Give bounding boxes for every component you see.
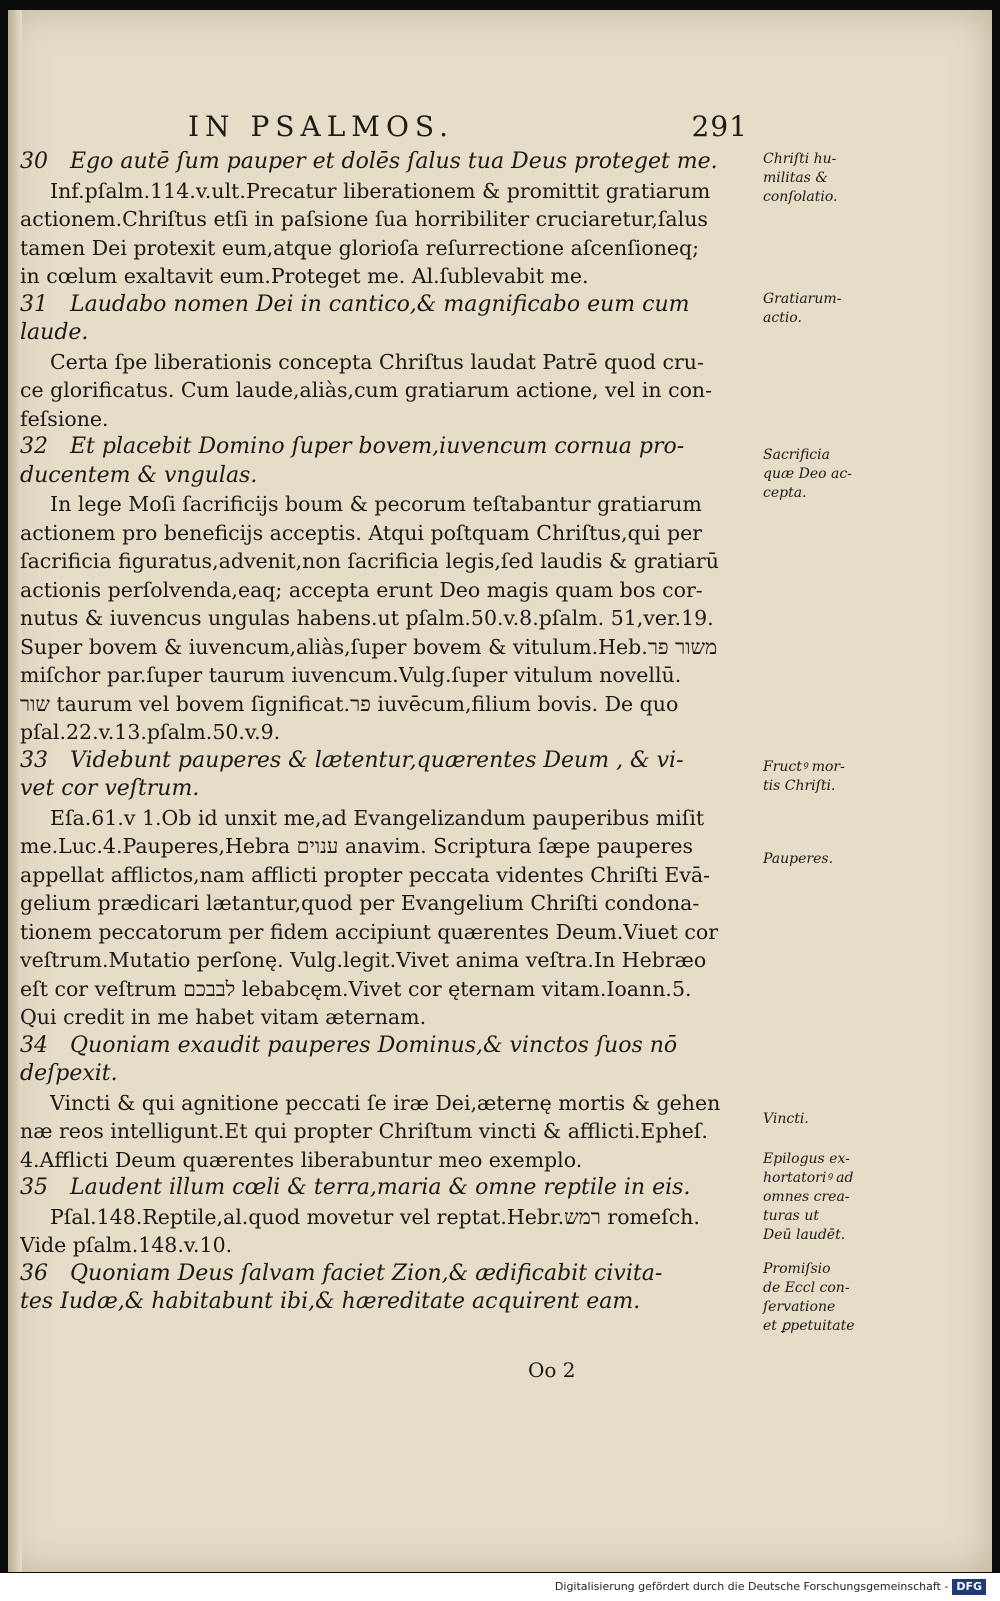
verse-number: 31 [20, 291, 48, 317]
verse-number: 35 [20, 1175, 48, 1200]
verse-text: Quoniam Deus ſalvam faciet Zion,& ædificabit civita- [70, 1260, 663, 1286]
digitization-footer [549, 1577, 992, 1597]
verse-text: Laudabo nomen Dei in cantico,& magnificabo eum cum [70, 291, 690, 317]
commentary-line: tionem peccatorum per fidem accipiunt quærentes Deum.Viuet cor [20, 919, 719, 944]
verse-number: 33 [20, 747, 48, 773]
margin-note: Pauperes. [763, 851, 834, 867]
verse-line [20, 1260, 750, 1289]
verse-line-continued: vet cor veſtrum. [20, 776, 200, 801]
commentary-line: in cœlum exaltavit eum.Proteget me. Al.ſublevabit me. [20, 264, 589, 288]
margin-note: Epilogus ex- hortatoriꝰ ad omnes crea- turas ut Deū laudēt. [763, 1151, 854, 1243]
commentary-line: Pſal.148.Reptile,al.quod movetur vel reptat.Hebr.רמש romeſch. [50, 1204, 700, 1229]
commentary-line: Inf.pſalm.114.v.ult.Precatur liberationem & promittit gratiarum [50, 178, 711, 203]
commentary-line: nutus & iuvencus ungulas habens.ut pſalm.50.v.8.pſalm. 51,ver.19. [20, 606, 714, 630]
commentary-line: Eſa.61.v 1.Ob id unxit me,ad Evangelizandum pauperibus miſit [50, 805, 705, 830]
page-number: 291 [691, 110, 748, 143]
verse-text: Laudent illum cœli & terra,maria & omne reptile in eis. [70, 1175, 691, 1200]
commentary-line: actionem pro beneficijs acceptis. Atqui poſtquam Chriſtus,qui per [20, 520, 703, 545]
text-body [20, 148, 750, 1317]
commentary-line: me.Luc.4.Pauperes,Hebra ענוים anavim. Scriptura ſæpe pauperes [20, 834, 693, 858]
verse-line [20, 291, 750, 320]
verse-text: Videbunt pauperes & lætentur,quærentes Deum , & vi- [70, 747, 684, 773]
commentary-line: Vincti & qui agnitione peccati ſe iræ Dei,æternę mortis & gehen [50, 1090, 721, 1115]
verse-line [20, 1032, 750, 1061]
verse-line-continued: ducentem & vngulas. [20, 462, 258, 488]
commentary-line: Vide pſalm.148.v.10. [20, 1233, 233, 1257]
book-page [8, 10, 992, 1572]
commentary-line: 4.Afflicti Deum quærentes liberabuntur meo exemplo. [20, 1147, 583, 1172]
commentary-line: gelium prædicari lætantur,quod per Evangelium Chriſti condona- [20, 891, 700, 915]
commentary-line: næ reos intelligunt.Et qui propter Chriſtum vincti & afflicti.Epheſ. [20, 1119, 708, 1143]
verse-line-continued: tes Iudæ,& habitabunt ibi,& hæreditate acquirent eam. [20, 1289, 641, 1314]
commentary-line: miſchor par.ſuper taurum iuvencum.Vulg.ſuper vitulum novellū. [20, 663, 682, 687]
commentary-line: Super bovem & iuvencum,aliàs,ſuper bovem & vitulum.Heb.משור פר [20, 634, 718, 659]
commentary-line: שור taurum vel bovem ſignificat.פר iuvēcum,filium bovis. De quo [20, 691, 679, 716]
verse-line [20, 747, 750, 776]
verse-number: 34 [20, 1032, 48, 1058]
verse-number: 32 [20, 434, 48, 459]
commentary-line: actionis perſolvenda,eaq; accepta erunt Deo magis quam bos cor- [20, 577, 703, 602]
commentary-line: Qui credit in me habet vitam æternam. [20, 1005, 427, 1029]
verse-text: Quoniam exaudit pauperes Dominus,& vinctos ſuos nō [70, 1032, 678, 1058]
commentary-line: In lege Moſi ſacrificijs boum & pecorum teſtabantur gratiarum [50, 492, 702, 516]
commentary-line: veſtrum.Mutatio perſonę. Vulg.legit.Vivet anima veſtra.In Hebræo [20, 948, 707, 972]
verse-line-continued: deſpexit. [20, 1061, 118, 1086]
commentary-line: actionem.Chriſtus etſi in paſsione ſua horribiliter cruciaretur,ſalus [20, 207, 708, 231]
margin-note: Chriſti hu- militas & conſolatio. [763, 151, 838, 205]
verse-text: Et placebit Domino ſuper bovem,iuvencum cornua pro- [70, 434, 685, 459]
commentary-line: tamen Dei protexit eum,atque glorioſa reſurrectione aſcenſioneq; [20, 235, 700, 260]
commentary-line: appellat afflictos,nam afflicti propter peccata videntes Chriſti Evā- [20, 862, 711, 887]
running-head [188, 110, 748, 150]
margin-note: Promiſsio de Eccl con- ſervatione et ꝑpetuitate [763, 1261, 855, 1334]
verse-line [20, 433, 750, 462]
footer-text: Digitalisierung gefördert durch die Deutsche Forschungsgemeinschaft - [554, 1580, 949, 1593]
commentary-line: pſal.22.v.13.pſalm.50.v.9. [20, 720, 281, 744]
dfg-logo: DFG [952, 1579, 986, 1595]
running-head-title: IN PSALMOS. [188, 110, 455, 143]
commentary-line: feſsione. [20, 406, 109, 431]
margin-note: Sacrificia quæ Deo ac- cepta. [763, 447, 852, 501]
verse-line [20, 148, 750, 177]
verse-number: 30 [20, 149, 48, 174]
signature-mark: Oo 2 [528, 1358, 576, 1382]
verse-number: 36 [20, 1260, 48, 1286]
margin-note: Gratiarum- actio. [763, 291, 842, 326]
commentary-line: eſt cor veſtrum לבבכם lebabcęm.Vivet cor ęternam vitam.Ioann.5. [20, 976, 692, 1001]
margin-note: Fructꝰ mor- tis Chriſti. [763, 759, 845, 794]
verse-text: Ego autē ſum pauper et dolēs ſalus tua Deus proteget me. [70, 149, 718, 174]
verse-line [20, 1174, 750, 1203]
verse-line-continued: laude. [20, 320, 89, 345]
margin-note: Vincti. [763, 1111, 809, 1127]
commentary-line: Certa ſpe liberationis concepta Chriſtus laudat Patrē quod cru- [50, 349, 704, 374]
commentary-line: ſacrificia figuratus,advenit,non ſacrificia legis,ſed laudis & gratiarū [20, 549, 719, 573]
commentary-line: ce glorificatus. Cum laude,aliàs,cum gratiarum actione, vel in con- [20, 378, 713, 402]
